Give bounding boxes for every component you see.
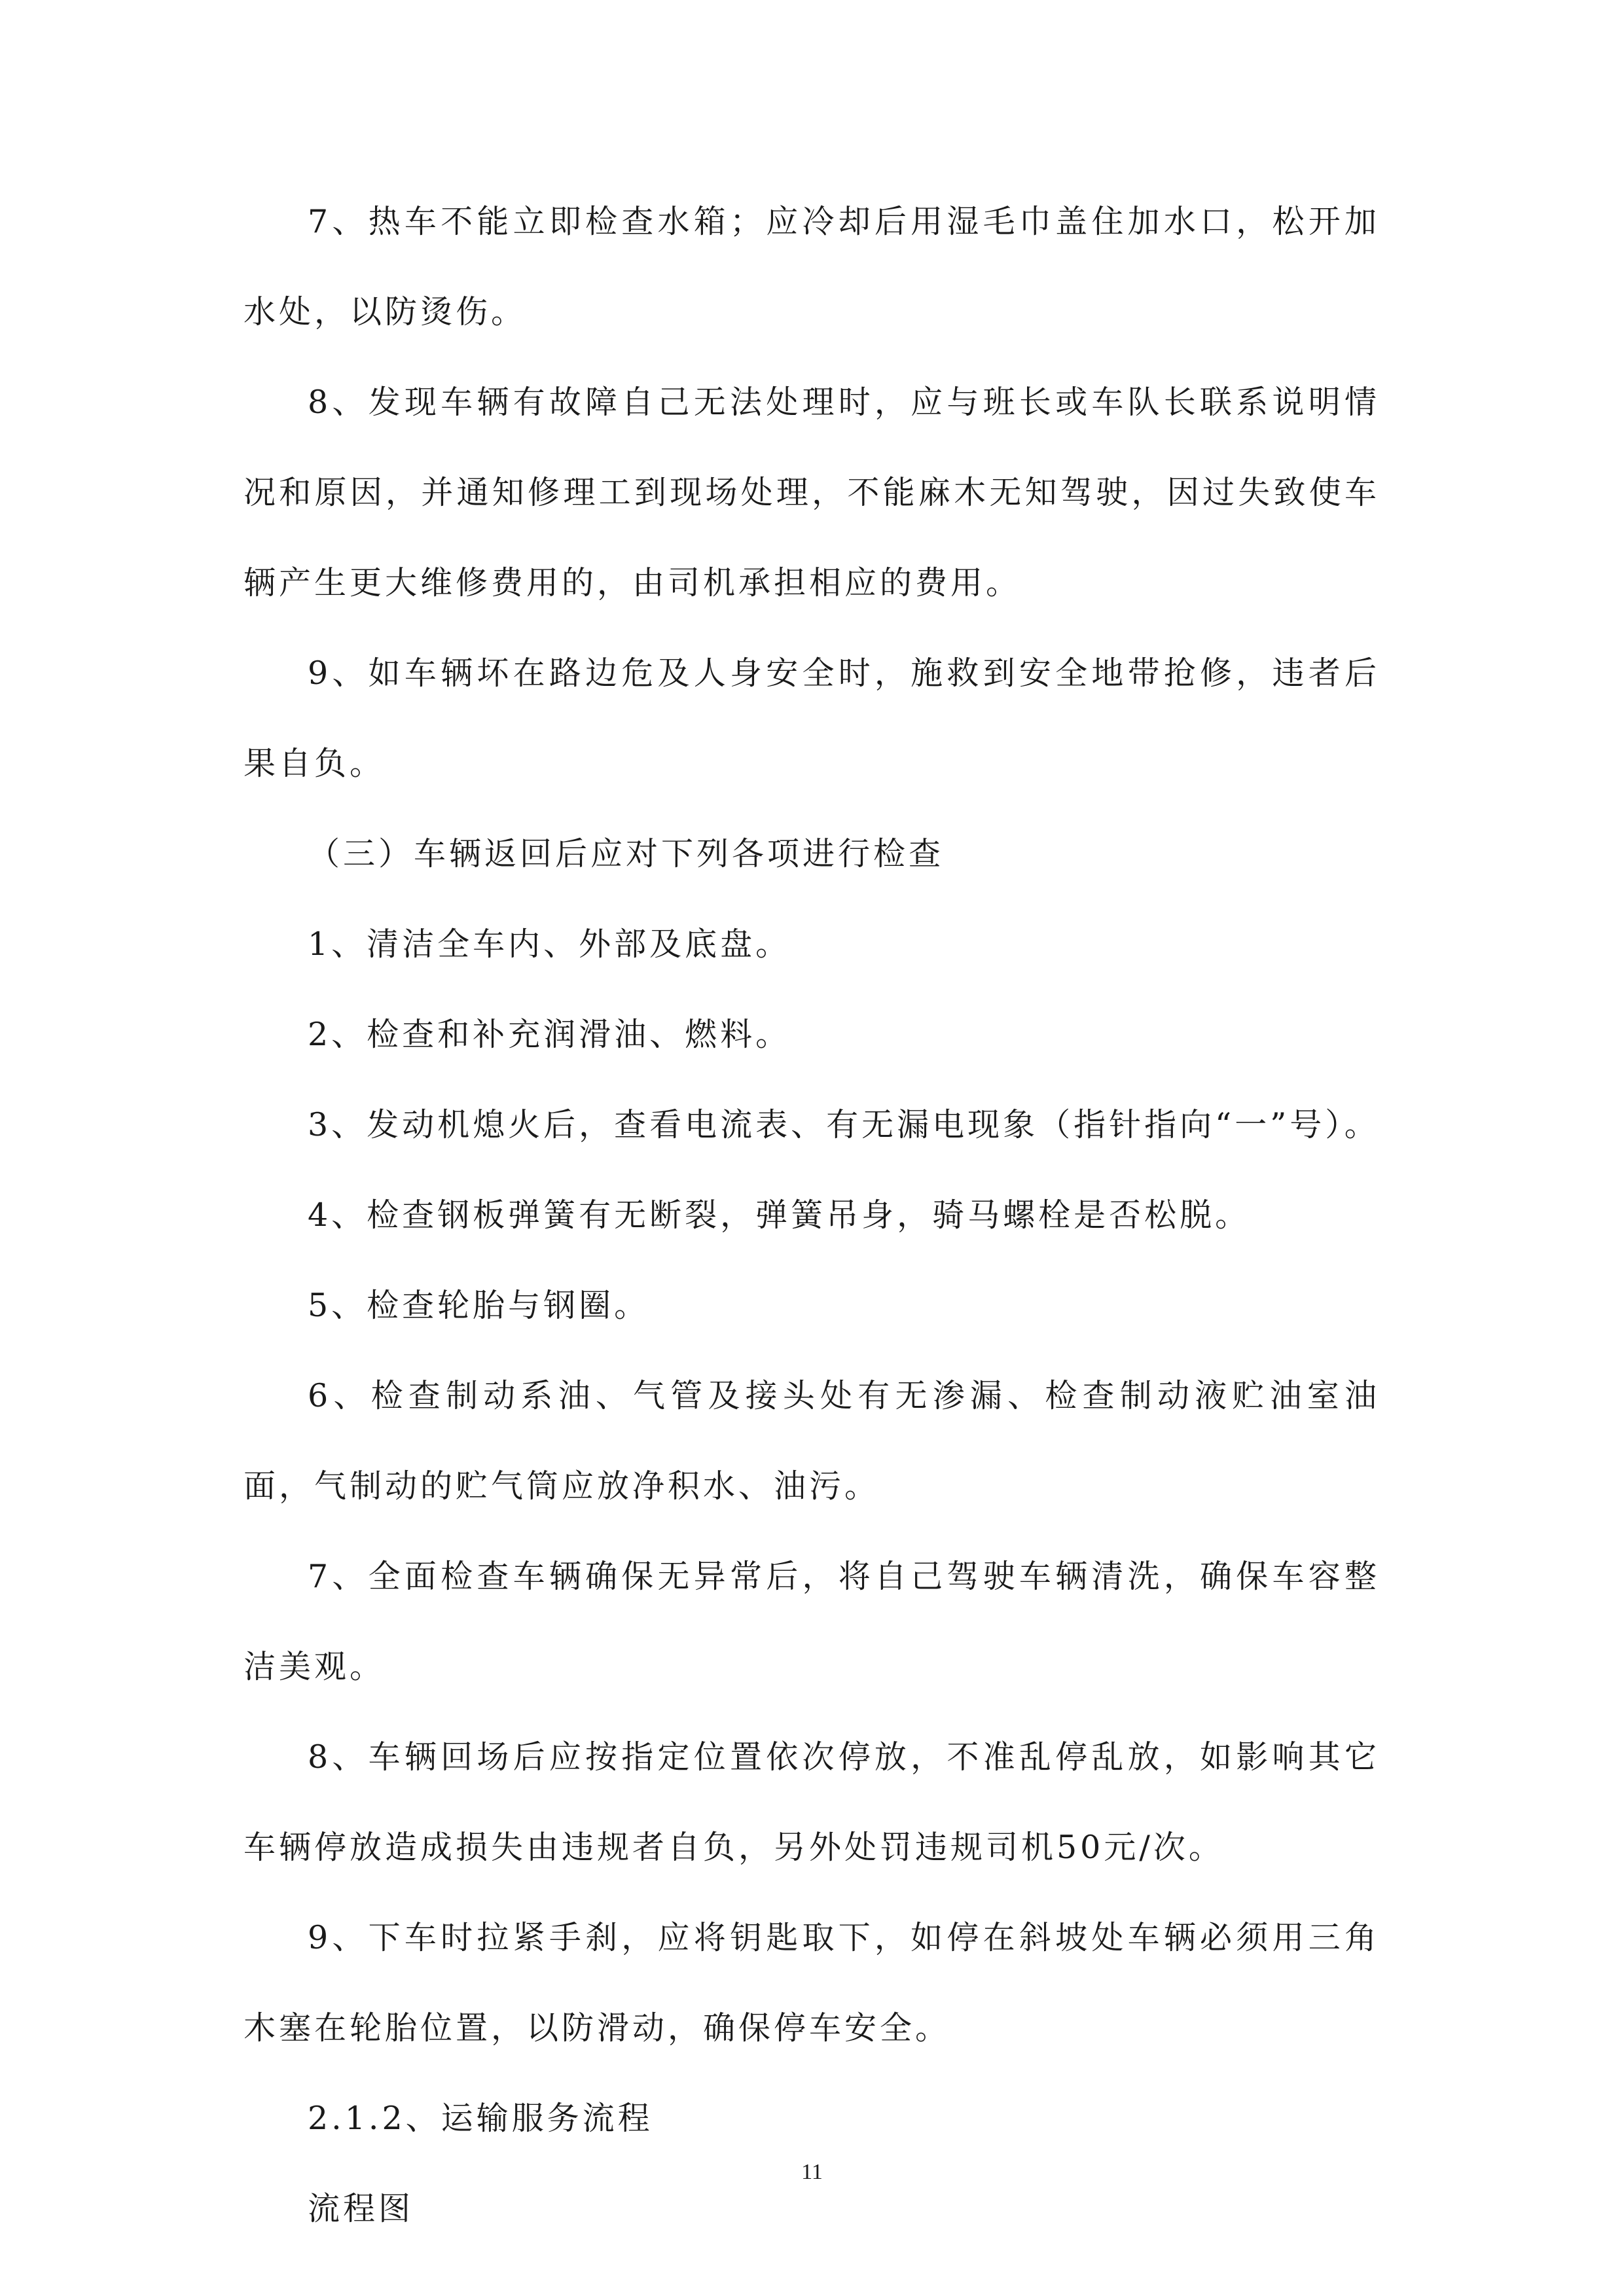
section-item-7: 7、全面检查车辆确保无异常后，将自己驾驶车辆清洗，确保车容整洁美观。 <box>244 1558 1380 1685</box>
section-item-5: 5、检查轮胎与钢圈。 <box>308 1287 650 1324</box>
section-item-6: 6、检查制动系油、气管及接头处有无渗漏、检查制动液贮油室油面，气制动的贮气筒应放净积水、油污。 <box>244 1377 1380 1505</box>
section-item-1: 1、清洁全车内、外部及底盘。 <box>308 925 791 963</box>
figure-label: 流程图 <box>308 2190 414 2227</box>
page-body <box>244 177 1380 2254</box>
section-item-2: 2、检查和补充润滑油、燃料。 <box>308 1016 791 1053</box>
section-item-3: 3、发动机熄火后，查看电流表、有无漏电现象（指针指向“一”号）。 <box>308 1106 1380 1143</box>
section-item-8: 8、车辆回场后应按指定位置依次停放，不准乱停乱放，如影响其它车辆停放造成损失由违规者自负，另外处罚违规司机50元/次。 <box>244 1738 1380 1866</box>
paragraph-item-8: 8、发现车辆有故障自己无法处理时，应与班长或车队长联系说明情况和原因，并通知修理工到现场处理，不能麻木无知驾驶，因过失致使车辆产生更大维修费用的，由司机承担相应的费用。 <box>244 384 1380 601</box>
section-item-9: 9、下车时拉紧手刹，应将钥匙取下，如停在斜坡处车辆必须用三角木塞在轮胎位置，以防滑动，确保停车安全。 <box>244 1919 1380 2047</box>
subsection-heading: 2.1.2、运输服务流程 <box>308 2100 653 2137</box>
section-item-4: 4、检查钢板弹簧有无断裂，弹簧吊身，骑马螺栓是否松脱。 <box>308 1196 1251 1234</box>
section-heading: （三）车辆返回后应对下列各项进行检查 <box>308 835 945 872</box>
paragraph-item-9: 9、如车辆坏在路边危及人身安全时，施救到安全地带抢修，违者后果自负。 <box>244 655 1380 782</box>
paragraph-item-7: 7、热车不能立即检查水箱；应冷却后用湿毛巾盖住加水口，松开加水处，以防烫伤。 <box>244 203 1380 331</box>
page-number: 11 <box>801 2160 823 2184</box>
